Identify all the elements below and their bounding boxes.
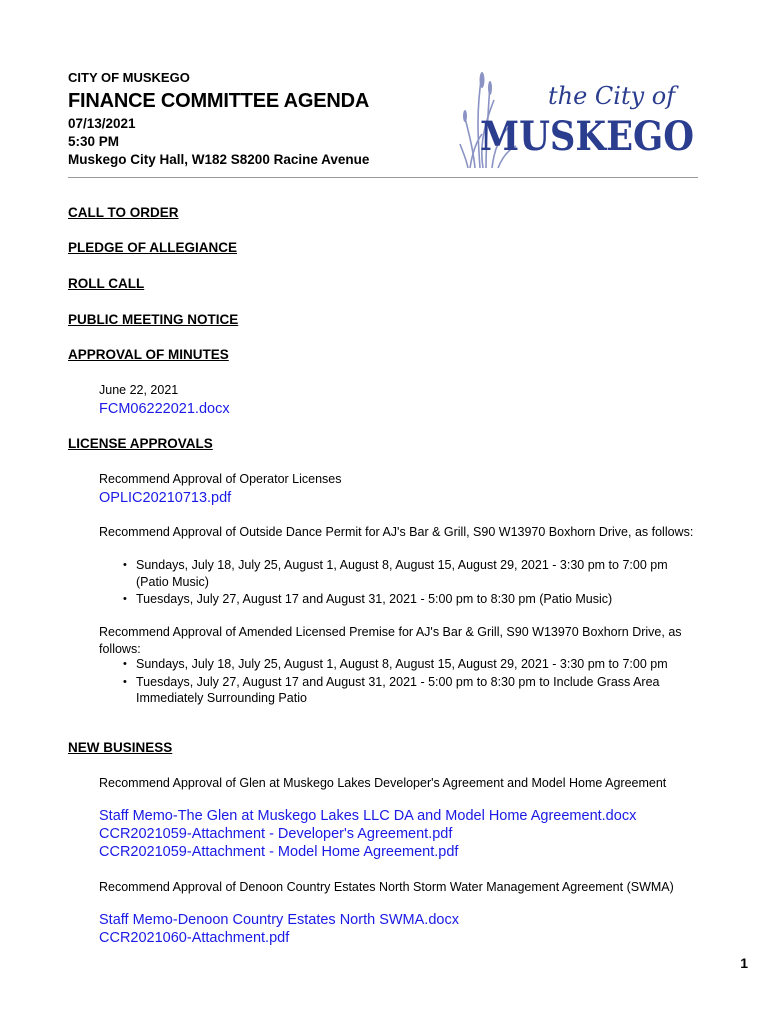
glen-memo-link[interactable]: Staff Memo-The Glen at Muskego Lakes LLC DA and Model Home Agreement.docx xyxy=(99,808,637,824)
section-minutes: APPROVAL OF MINUTES xyxy=(68,347,229,362)
section-licenses: LICENSE APPROVALS xyxy=(68,436,213,451)
glen-developer-agreement-link[interactable]: CCR2021059-Attachment - Developer's Agreement.pdf xyxy=(99,826,453,842)
logo-word: MUSKEGO xyxy=(480,113,694,160)
operator-licenses-link[interactable]: OPLIC20210713.pdf xyxy=(99,490,232,506)
city-logo-graphic xyxy=(458,70,698,170)
list-item: • Sundays, July 18, July 25, August 1, August 8, August 15, August 29, 2021 - 3:30 pm to 7:00 pm xyxy=(136,656,698,673)
city-label: CITY OF MUSKEGO xyxy=(68,70,190,85)
section-pledge: PLEDGE OF ALLEGIANCE xyxy=(68,240,238,255)
meeting-date: 07/13/2021 xyxy=(68,116,136,131)
logo-script-text: the City of xyxy=(548,82,676,110)
glen-agreement-item: Recommend Approval of Glen at Muskego Lakes Developer's Agreement and Model Home Agreement xyxy=(99,776,667,790)
operator-licenses-item: Recommend Approval of Operator Licenses xyxy=(99,472,342,486)
section-new-business: NEW BUSINESS xyxy=(68,740,173,755)
licensed-premise-item: Recommend Approval of Amended Licensed Premise for AJ's Bar & Grill, S90 W13970 Boxhorn Drive, as follows: xyxy=(99,625,682,656)
minutes-item: June 22, 2021 xyxy=(99,383,179,397)
list-item: • Tuesdays, July 27, August 17 and August 31, 2021 - 5:00 pm to 8:30 pm (Patio Music) xyxy=(136,591,698,608)
section-roll-call: ROLL CALL xyxy=(68,276,145,291)
agenda-title: FINANCE COMMITTEE AGENDA xyxy=(68,90,370,112)
denoon-attachment-link[interactable]: CCR2021060-Attachment.pdf xyxy=(99,930,290,946)
meeting-location: Muskego City Hall, W182 S8200 Racine Avenue xyxy=(68,152,370,167)
denoon-swma-item: Recommend Approval of Denoon Country Estates North Storm Water Management Agreement (SWMA) xyxy=(99,880,674,894)
denoon-memo-link[interactable]: Staff Memo-Denoon Country Estates North SWMA.docx xyxy=(99,912,459,928)
agenda-header xyxy=(68,70,698,178)
licensed-premise-list xyxy=(136,656,698,708)
dance-permit-item: Recommend Approval of Outside Dance Permit for AJ's Bar & Grill, S90 W13970 Boxhorn Drive, as follows: xyxy=(99,525,694,539)
list-item: • Sundays, July 18, July 25, August 1, August 8, August 15, August 29, 2021 - 3:30 pm to 7:00 pm (Patio Music) xyxy=(136,557,698,590)
meeting-time: 5:30 PM xyxy=(68,134,120,149)
minutes-link[interactable]: FCM06222021.docx xyxy=(99,401,230,417)
list-item: • Tuesdays, July 27, August 17 and August 31, 2021 - 5:00 pm to 8:30 pm to Include Grass Area Immediately Surrounding Patio xyxy=(136,674,698,707)
dance-permit-list xyxy=(136,557,698,609)
section-call-to-order: CALL TO ORDER xyxy=(68,205,179,220)
glen-model-home-link[interactable]: CCR2021059-Attachment - Model Home Agreement.pdf xyxy=(99,844,459,860)
section-public-notice: PUBLIC MEETING NOTICE xyxy=(68,312,239,327)
header-divider xyxy=(68,177,698,178)
page-number: 1 xyxy=(740,955,748,971)
city-logo xyxy=(458,70,698,170)
